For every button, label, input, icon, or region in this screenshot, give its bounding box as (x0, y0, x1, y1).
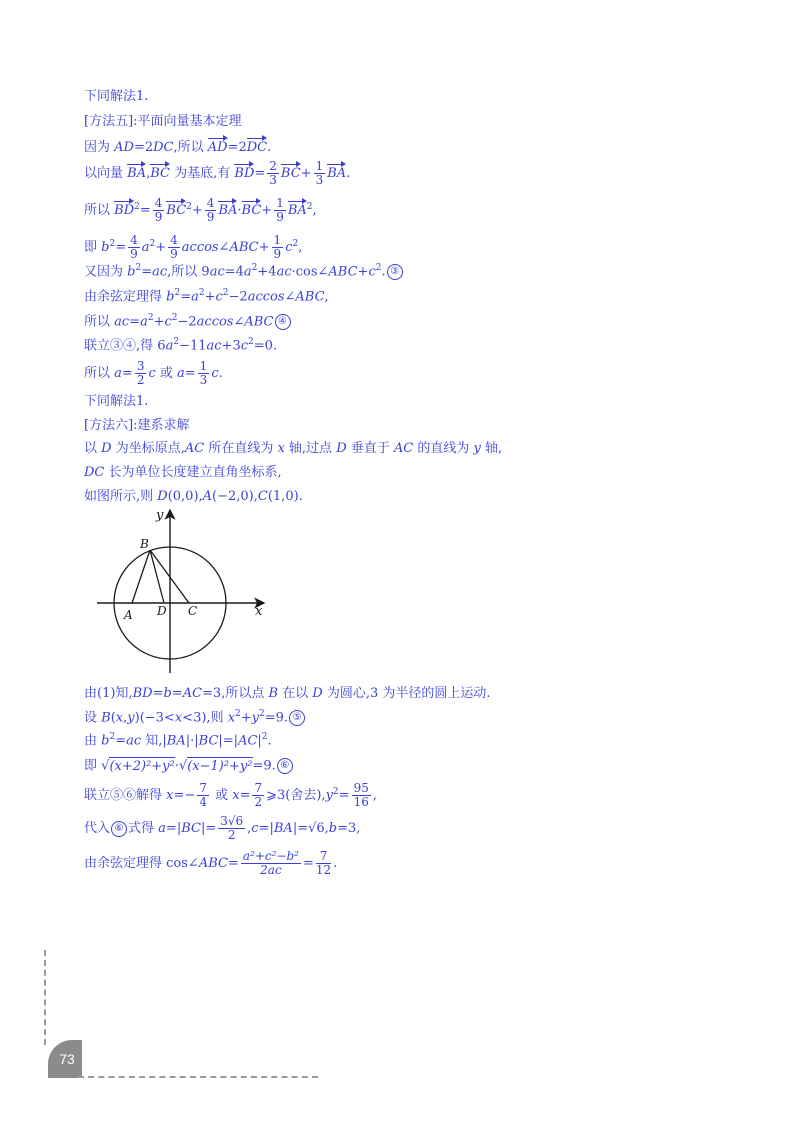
math-term: D (312, 686, 323, 701)
text-span: [方法五]:平面向量基本定理 (84, 114, 242, 129)
math-term: y (127, 710, 135, 726)
text-line (84, 115, 242, 128)
text-span: = (239, 788, 251, 804)
text-span: |·| (185, 733, 199, 749)
text-span: =| (165, 821, 182, 837)
numerator: 4 (206, 196, 215, 210)
circled-numbers: ③④ (110, 338, 137, 354)
fraction (241, 850, 301, 877)
denominator: 9 (154, 210, 163, 225)
denominator: 3 (269, 173, 277, 188)
text-span: 因为 (84, 140, 115, 155)
math-term: x (174, 710, 183, 726)
text-span: 如图所示,则 (84, 489, 158, 504)
math-term: a (140, 314, 148, 330)
text-line (84, 490, 303, 503)
math-term: A (202, 489, 213, 504)
math-term: D (336, 441, 347, 456)
text-span: . (267, 140, 272, 155)
text-span: <3),则 (182, 710, 228, 726)
denominator: 2ac (260, 863, 282, 878)
fraction (272, 234, 284, 261)
superscript: 2 (292, 238, 299, 249)
text-span: |= (200, 821, 217, 837)
superscript: 2 (261, 732, 268, 742)
math-term: AC (238, 733, 258, 749)
text-span: 轴,过点 (284, 441, 337, 456)
text-span: + (204, 289, 216, 305)
text-span: ·cos∠ (291, 264, 329, 280)
text-span: = (180, 289, 192, 305)
text-span: ,得 6 (136, 338, 166, 354)
text-span: =3,所以点 (202, 686, 269, 701)
numerator: 7 (199, 781, 207, 795)
numerator: 1 (273, 233, 282, 247)
text-span: |=| (218, 733, 239, 749)
math-term: BC (198, 733, 219, 749)
text-span: 联立 (84, 788, 111, 804)
superscript: 2 (248, 337, 254, 347)
text-line (84, 758, 294, 774)
math-term: y (325, 788, 333, 804)
superscript: 2 (186, 201, 192, 212)
text-span: 又因为 (84, 264, 128, 280)
text-span: 垂直于 (346, 441, 394, 456)
math-term: ac (114, 314, 130, 330)
math-term: x (232, 788, 240, 804)
point-a-label: A (124, 608, 133, 622)
text-span: , (146, 166, 151, 182)
text-span: , (372, 788, 377, 804)
text-span: =0. (253, 338, 278, 354)
text-span: = (115, 733, 127, 749)
text-line (84, 710, 306, 726)
text-span: = (139, 203, 151, 219)
superscript: 2 (135, 263, 142, 274)
text-span: , (247, 821, 252, 837)
sqrt-sign: √ (178, 758, 188, 774)
page-number: 73 (48, 1040, 82, 1078)
text-span: 即 (84, 240, 102, 256)
circled-number: ④ (275, 314, 291, 330)
math-term: b (101, 733, 110, 749)
math-term: c (240, 338, 248, 354)
text-span: 长为单位长度建立直角坐标系, (104, 465, 282, 480)
denominator: 2 (254, 795, 263, 810)
text-span: = (227, 856, 239, 872)
math-term: BA (273, 821, 293, 837)
math-term: AC (182, 686, 203, 701)
text-span: 为基底,有 (169, 166, 235, 182)
fraction (316, 850, 331, 877)
numerator: 4 (130, 233, 138, 247)
math-term: x (166, 788, 174, 804)
text-span: 式得 (128, 821, 159, 837)
fraction (352, 782, 371, 809)
math-term: c (211, 366, 219, 382)
math-term: x (227, 710, 236, 726)
superscript: 2 (109, 732, 116, 742)
superscript: 2 (147, 313, 154, 324)
text-span: + (258, 240, 270, 256)
numerator: 4 (170, 233, 178, 247)
text-span: = (129, 314, 141, 330)
numerator: 7 (316, 850, 331, 864)
text-line (84, 442, 502, 455)
text-span: 所以 (84, 203, 115, 219)
sqrt-sign: √ (101, 758, 110, 774)
denominator: 2 (136, 373, 145, 388)
text-span: |=√6, (292, 821, 329, 837)
text-span: = (171, 686, 183, 701)
text-span: [方法六]:建系求解 (84, 418, 190, 433)
text-line (84, 264, 404, 280)
fraction (128, 234, 140, 261)
text-span: = (254, 166, 266, 182)
radicand: (x+2)²+y² (109, 758, 175, 774)
math-term: a (158, 821, 166, 837)
text-line (84, 782, 377, 809)
text-span: . (267, 733, 272, 749)
math-term: a (141, 240, 150, 256)
circled-number: ③ (387, 264, 403, 280)
math-term: a (114, 366, 122, 382)
denominator: 3 (315, 173, 324, 188)
text-span: = (184, 366, 196, 382)
text-span: . (333, 856, 338, 872)
math-term: AD (114, 140, 134, 155)
math-term: b (163, 686, 172, 701)
vector-term: BC (280, 166, 301, 182)
text-line (84, 338, 277, 352)
text-line (84, 234, 302, 261)
text-span: + (300, 166, 312, 182)
text-span: + (191, 203, 203, 219)
numerator: 95 (353, 781, 369, 795)
vector-term: BA (218, 203, 238, 219)
text-line (84, 850, 337, 877)
text-span: =2 (133, 140, 154, 155)
text-span: 代入 (84, 821, 111, 837)
superscript: 2 (306, 201, 313, 212)
segment-bd (150, 550, 164, 603)
text-line (84, 141, 271, 154)
y-axis-label: y (156, 508, 164, 523)
text-line (84, 815, 360, 842)
text-line (84, 314, 292, 330)
math-term: ac (276, 264, 292, 280)
text-span: = (121, 366, 133, 382)
fraction (205, 197, 217, 224)
math-term: D (101, 441, 112, 456)
superscript: 2 (109, 238, 116, 249)
text-span: 以向量 (84, 166, 128, 182)
denominator: 9 (273, 247, 282, 262)
math-term: c (285, 240, 293, 256)
text-line (84, 733, 272, 747)
vector-term: DC (246, 140, 268, 155)
coordinate-figure (92, 505, 282, 680)
numerator: 4 (154, 196, 163, 210)
vector-term: BC (166, 203, 187, 219)
text-span: =| (258, 821, 274, 837)
text-span: 下同解法1. (84, 89, 149, 104)
denominator: 9 (170, 247, 178, 262)
superscript: 2 (251, 263, 258, 274)
math-term: accos∠ABC (196, 314, 274, 330)
superscript: 2 (174, 288, 181, 298)
fraction (267, 160, 279, 187)
text-span: , (298, 240, 303, 256)
vector-term: AD (207, 140, 228, 155)
fraction (218, 815, 245, 842)
point-c-label: C (188, 604, 198, 618)
fraction (274, 197, 286, 224)
text-span: )(−3< (134, 710, 175, 726)
text-span: 所在直线为 (204, 441, 278, 456)
math-term: AC (393, 441, 414, 456)
math-term: DC (153, 140, 174, 155)
math-term: AC (184, 441, 205, 456)
text-line (84, 419, 190, 432)
numerator: 1 (199, 359, 208, 373)
x-axis-label: x (255, 604, 263, 619)
text-span: 联立 (84, 338, 111, 354)
superscript: 2 (173, 337, 180, 347)
math-term: ABC (328, 264, 358, 280)
vector-term: BC (150, 166, 170, 182)
superscript: 2 (375, 263, 382, 274)
math-term: DC (84, 465, 105, 480)
text-span: ,所以 (173, 140, 208, 155)
text-span: =4 (224, 264, 244, 280)
math-term: c (215, 289, 223, 305)
math-term: y (251, 710, 260, 726)
denominator: 9 (206, 210, 215, 225)
math-term: c (164, 314, 172, 330)
superscript: 2 (198, 288, 205, 298)
superscript: 2 (332, 786, 339, 797)
text-span: 知,| (141, 733, 167, 749)
vector-term: BD (234, 166, 255, 182)
math-term: BC (181, 821, 201, 837)
text-span: =9. (264, 710, 289, 726)
superscript: 2 (235, 709, 241, 720)
superscript: 2 (259, 709, 265, 720)
text-span: = (141, 264, 153, 280)
superscript: 2 (171, 313, 178, 324)
math-term: accos∠ABC (181, 240, 259, 256)
text-span: 下同解法1. (84, 394, 149, 409)
text-span: 设 (84, 710, 102, 726)
math-term: D (157, 489, 168, 504)
text-span: 或 (210, 788, 233, 804)
math-term: ac (152, 264, 168, 280)
fraction (252, 782, 264, 809)
text-line (84, 395, 148, 408)
fraction (198, 360, 210, 387)
fraction (314, 160, 326, 187)
denominator: 9 (130, 247, 138, 262)
footer-dash-line (78, 1076, 318, 1078)
text-line (84, 160, 350, 187)
text-line (84, 289, 329, 303)
text-span: −11 (179, 338, 207, 354)
text-span: , (123, 710, 128, 726)
denominator: 9 (276, 210, 284, 225)
superscript: 2 (222, 288, 229, 298)
text-span: ( (110, 710, 116, 726)
text-span: . (218, 366, 223, 382)
text-span: 由 (84, 733, 102, 749)
math-term: b (101, 240, 110, 256)
text-span: 在以 (278, 686, 313, 701)
text-span: + (153, 314, 165, 330)
text-span: −2 (228, 289, 248, 305)
math-term: ac (206, 338, 222, 354)
fraction (153, 197, 165, 224)
text-span: + (357, 264, 369, 280)
math-term: C (257, 489, 268, 504)
text-span: 由余弦定理得 cos∠ (84, 856, 199, 872)
math-term: B (268, 686, 279, 701)
text-span: = (152, 686, 164, 701)
math-term: ac (126, 733, 142, 749)
math-term: b (127, 264, 136, 280)
vector-term: BA (287, 203, 307, 219)
math-term: a (165, 338, 174, 354)
text-span: = (338, 788, 350, 804)
text-span: 的直线为 (413, 441, 474, 456)
margin-dash-vertical (44, 950, 46, 1045)
math-term: y (473, 441, 481, 456)
denominator: 4 (199, 795, 207, 810)
text-line (84, 360, 223, 387)
vector-term: BA (327, 166, 347, 182)
numerator: 3√6 (220, 814, 244, 828)
text-line (84, 197, 317, 224)
text-span: 由余弦定理得 (84, 289, 167, 305)
text-span: +3 (221, 338, 241, 354)
text-span: =9. (252, 758, 276, 774)
math-term: x (277, 441, 285, 456)
numerator: 1 (276, 196, 284, 210)
vector-term: BA (127, 166, 147, 182)
point-b-label: B (140, 537, 149, 551)
math-term: BD (132, 686, 153, 701)
text-span: (−2,0), (212, 489, 258, 504)
text-span: = (115, 240, 127, 256)
text-span: + (261, 203, 273, 219)
math-term: a (191, 289, 199, 305)
denominator: 16 (353, 795, 369, 810)
denominator: 3 (199, 373, 208, 388)
text-span: 所以 (84, 366, 115, 382)
math-term: B (101, 710, 111, 726)
math-term: c (148, 366, 156, 382)
fraction (168, 234, 180, 261)
numerator: 2 (269, 159, 277, 173)
math-term: accos∠ABC (247, 289, 325, 305)
text-span: (0,0), (167, 489, 203, 504)
text-span: + (240, 710, 252, 726)
superscript: 2 (134, 201, 140, 212)
text-span: 由(1)知, (84, 686, 133, 701)
numerator: 3 (136, 359, 145, 373)
text-span: | (257, 733, 262, 749)
text-span: 以 (84, 441, 102, 456)
text-span: · (237, 203, 242, 219)
text-span: 轴, (480, 441, 503, 456)
text-span: 为坐标原点, (111, 441, 185, 456)
vector-term: BD (114, 203, 135, 219)
text-span: =3, (337, 821, 361, 837)
circled-number: ⑥ (111, 821, 127, 837)
fraction (135, 360, 147, 387)
text-span: . (346, 166, 351, 182)
numerator: 7 (254, 781, 263, 795)
vector-term: BC (241, 203, 262, 219)
text-line (84, 687, 491, 700)
radicand: (x−1)²+y² (187, 758, 253, 774)
text-span: , (324, 289, 329, 305)
math-term: BA (166, 733, 186, 749)
math-term: x (115, 710, 124, 726)
fraction (197, 782, 209, 809)
math-term: b (328, 821, 338, 837)
text-span: +4 (257, 264, 277, 280)
numerator: a²+c²−b² (242, 849, 299, 863)
math-term: c (251, 821, 259, 837)
math-term: ac (209, 264, 225, 280)
text-span: (1,0). (267, 489, 303, 504)
math-term: a (177, 366, 185, 382)
denominator: 12 (315, 863, 332, 878)
text-span: 为圆心,3 为半径的圆上运动. (322, 686, 491, 701)
text-span: , (312, 203, 317, 219)
text-span: −2 (177, 314, 197, 330)
circled-number: ⑥ (277, 758, 293, 774)
math-term: ABC (198, 856, 228, 872)
math-term: c (368, 264, 376, 280)
math-term: b (166, 289, 175, 305)
text-span: · (174, 758, 179, 774)
text-span: + (155, 240, 167, 256)
point-d-label: D (157, 604, 167, 618)
superscript: 2 (149, 238, 156, 249)
text-span: . (381, 264, 386, 280)
text-span: =2 (227, 140, 247, 155)
circled-number: ⑤ (289, 710, 305, 726)
denominator: 2 (227, 828, 236, 843)
text-line (84, 466, 282, 479)
math-term: a (243, 264, 252, 280)
circled-numbers: ⑤⑥ (110, 788, 137, 804)
numerator: 1 (315, 159, 324, 173)
segment-ba (132, 550, 150, 603)
text-span: 或 (155, 366, 177, 382)
text-span: ,所以 9 (167, 264, 210, 280)
text-span: 即 (84, 758, 102, 774)
text-span: ⩾3(舍去), (266, 788, 326, 804)
text-span: 解得 (136, 788, 167, 804)
text-span: = (302, 856, 314, 872)
text-span: 所以 (84, 314, 115, 330)
text-line (84, 90, 148, 103)
text-span: =− (173, 788, 196, 804)
